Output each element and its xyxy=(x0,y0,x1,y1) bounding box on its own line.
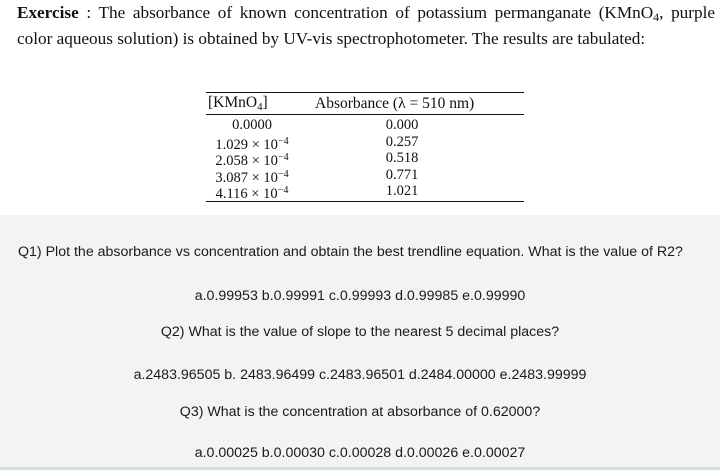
question-1-options: a.0.99953 b.0.99991 c.0.99993 d.0.99985 e.0.99990 xyxy=(194,288,526,304)
table-header xyxy=(206,92,524,115)
conc-cell: $4.116 \times 10^{-4}$ xyxy=(215,185,289,202)
conc-cell: $2.058 \times 10^{-4}$ xyxy=(215,152,289,169)
question-1: Q1) Plot the absorbance vs concentration and obtain the best trendline equation. What is the value of R2? xyxy=(18,244,683,260)
intro-text-2: , purple color aqueous solution) is obtained by UV-vis spectrophotometer. The results are tabulated: xyxy=(17,3,715,48)
exercise-section xyxy=(0,0,720,215)
absorbance-table xyxy=(206,92,524,202)
exercise-intro xyxy=(17,2,715,49)
table-row xyxy=(206,134,524,151)
header-concentration: [KMnO$_4$] xyxy=(208,94,268,113)
table-body xyxy=(206,115,524,202)
table-row xyxy=(206,183,524,200)
conc-cell: $3.087 \times 10^{-4}$ xyxy=(215,168,289,186)
intro-sub: 4 xyxy=(653,10,660,24)
abs-cell: 0.771 xyxy=(385,166,419,183)
question-3: Q3) What is the concentration at absorbance of 0.62000? xyxy=(179,404,541,420)
conc-cell: $1.029 \times 10^{-4}$ xyxy=(215,135,289,153)
abs-cell: 0.518 xyxy=(385,150,419,166)
table-row xyxy=(206,117,524,134)
header-absorbance: Absorbance (λ = 510 nm) xyxy=(315,94,475,112)
exercise-label: Exercise xyxy=(17,3,79,22)
intro-text-1: : The absorbance of known concentration of potassium permanganate (KMnO xyxy=(78,3,654,22)
conc-cell: 0.0000 xyxy=(232,117,272,133)
table-row xyxy=(206,150,524,167)
question-3-options: a.0.00025 b.0.00030 c.0.00028 d.0.00026 e.0.00027 xyxy=(194,445,526,461)
questions-panel xyxy=(0,215,720,470)
abs-cell: 0.000 xyxy=(385,117,419,133)
question-2-options: a.2483.96505 b. 2483.96499 c.2483.96501 d.2484.00000 e.2483.99999 xyxy=(133,367,587,383)
table-row xyxy=(206,167,524,184)
abs-cell: 1.021 xyxy=(385,183,419,199)
abs-cell: 0.257 xyxy=(385,133,419,150)
question-2: Q2) What is the value of slope to the nearest 5 decimal places? xyxy=(160,324,560,340)
